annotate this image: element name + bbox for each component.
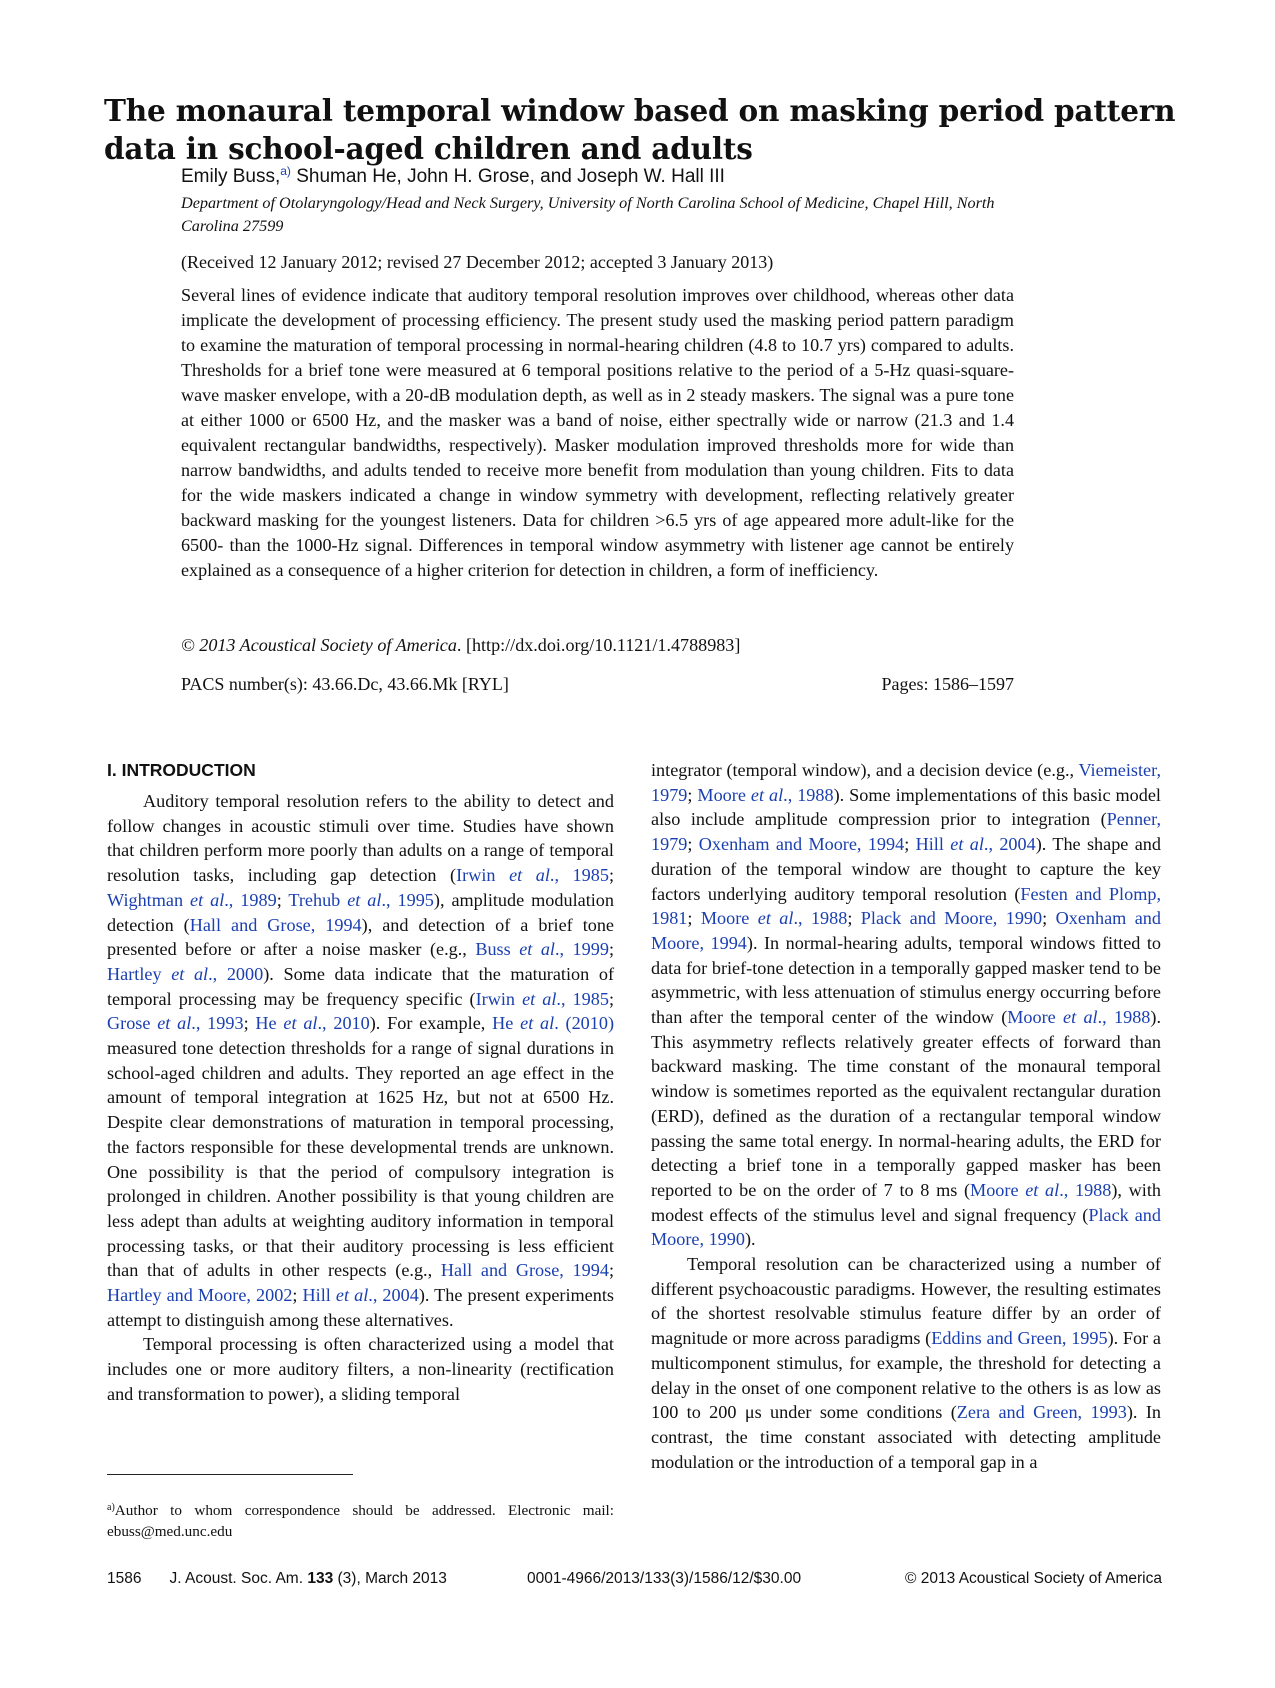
citation-link[interactable]: ., 2004 xyxy=(983,834,1036,855)
paragraph-text: ; xyxy=(687,784,698,805)
citation-link[interactable]: Moore xyxy=(700,908,758,929)
citation-link[interactable]: Irwin xyxy=(456,865,510,886)
citation-link[interactable]: Moore xyxy=(970,1179,1026,1200)
citation-link[interactable]: Moore xyxy=(697,784,751,805)
page-footer xyxy=(107,1568,1162,1590)
body-paragraph xyxy=(107,1332,614,1406)
paragraph-text: measured tone detection thresholds for a range of signal durations in school-aged children and adults. They reported an age effect in the amount of temporal integration at 1625 Hz, but not at 6500 Hz. Despite clear demonstrations of maturation in temporal processing, the factors responsible for these developmental trends are unknown. One possibility is that the period of compulsory integration is prolonged in children. Another possibility is that young children are less adept than adults at weighting auditory information in temporal processing tasks, or that their auditory processing is less efficient than that of adults in other respects (e.g., xyxy=(107,1038,614,1281)
citation-link[interactable]: ., 1988 xyxy=(1097,1007,1151,1028)
citation-link[interactable]: et al xyxy=(522,988,557,1009)
citation-link[interactable]: et al xyxy=(509,865,550,886)
citation-link[interactable]: Plack and Moore, 1990 xyxy=(651,1204,1161,1250)
citation-link[interactable]: ., 1985 xyxy=(556,988,609,1009)
citation-link[interactable]: Hartley and Moore, 2002 xyxy=(107,1285,293,1306)
copyright-holder: © 2013 Acoustical Society of America xyxy=(181,635,457,655)
citation-link[interactable]: ., 2010 xyxy=(317,1013,370,1034)
citation-link[interactable]: ., 1985 xyxy=(549,865,609,886)
footnote-divider xyxy=(107,1474,353,1475)
citation-link[interactable]: Oxenham and Moore, 1994 xyxy=(651,908,1161,953)
paragraph-text: ). The shape and duration of the temporal window are thought to capture the key factors underlying auditory temporal resolution ( xyxy=(651,834,1161,904)
affiliation: Department of Otolaryngology/Head and Neck Surgery, University of North Carolina School of Medicine, Chapel Hill, North Carolina 27599 xyxy=(181,194,995,235)
citation-link[interactable]: et al xyxy=(283,1013,318,1034)
paragraph-text: ), with modest effects of the stimulus level and signal frequency ( xyxy=(651,1179,1162,1225)
body-column-left xyxy=(107,789,614,1407)
citation-link[interactable]: et al xyxy=(190,889,225,910)
citation-link[interactable]: Oxenham and Moore, 1994 xyxy=(698,834,905,855)
citation-link[interactable]: et al xyxy=(757,908,794,929)
citation-link[interactable]: Hartley xyxy=(107,963,172,984)
footer-code: 0001-4966/2013/133(3)/1586/12/$30.00 xyxy=(527,1570,802,1587)
paragraph-text: ; xyxy=(243,1013,256,1034)
citation-link[interactable]: Moore xyxy=(1007,1007,1064,1028)
citation-link[interactable]: Festen and Plomp, 1981 xyxy=(651,883,1161,929)
paragraph-text: ; xyxy=(1042,908,1056,929)
citation-link[interactable]: ., 2004 xyxy=(368,1285,419,1306)
citation-link[interactable]: He xyxy=(492,1013,521,1034)
paragraph-text: Temporal resolution can be characterized using a number of different psychoacoustic paradigms. However, the resulting estimates of the shortest resolvable stimulus feature differ by an order of magnitude or more across paradigms ( xyxy=(651,1254,1161,1349)
body-paragraph xyxy=(107,789,614,1332)
footnote-text: Author to whom correspondence should be addressed. Electronic mail: ebuss@med.unc.edu xyxy=(107,1502,614,1540)
body-paragraph xyxy=(651,758,1161,1252)
citation-link[interactable]: ., 1988 xyxy=(1059,1179,1112,1200)
paragraph-text: ). In normal-hearing adults, temporal windows fitted to data for brief-tone detection in a temporally gapped masker tend to be asymmetric, with less attenuation of stimulus energy occurring before than after the temporal center of the window ( xyxy=(651,932,1161,1028)
citation-link[interactable]: Trehub xyxy=(288,889,348,910)
citation-link[interactable]: ., 1988 xyxy=(783,784,834,805)
journal-volume: 133 xyxy=(307,1570,334,1587)
citation-link[interactable]: Hill xyxy=(915,834,951,855)
paragraph-text: ). In contrast, the time constant associated with detecting amplitude modulation or the introduction of a temporal gap in a xyxy=(651,1402,1161,1472)
footer-journal xyxy=(107,1568,447,1590)
paragraph-text: ), amplitude modulation detection ( xyxy=(107,889,614,935)
citation-link[interactable]: . (2010) xyxy=(554,1013,615,1034)
citation-link[interactable]: Irwin xyxy=(475,988,523,1009)
footnote-mark-link[interactable]: a) xyxy=(280,164,291,178)
author-rest: Shuman He, John H. Grose, and Joseph W. Hall III xyxy=(290,166,725,187)
footer-copyright: © 2013 Acoustical Society of America xyxy=(905,1570,1162,1587)
paragraph-text: ; xyxy=(608,939,614,960)
paragraph-text: ; xyxy=(904,834,916,855)
citation-link[interactable]: Hall and Grose, 1994 xyxy=(189,914,362,935)
section-heading: I. INTRODUCTION xyxy=(107,760,256,780)
paragraph-text: ; xyxy=(608,988,614,1009)
paragraph-text: ; xyxy=(276,889,289,910)
pacs-numbers: PACS number(s): 43.66.Dc, 43.66.Mk [RYL] xyxy=(181,674,509,694)
citation-link[interactable]: Buss xyxy=(475,939,520,960)
doi-link[interactable]: . [http://dx.doi.org/10.1121/1.4788983] xyxy=(456,635,741,655)
paragraph-text: ). Some data indicate that the maturation of temporal processing may be frequency specific ( xyxy=(107,963,614,1009)
citation-link[interactable]: ., 2000 xyxy=(208,963,264,984)
paragraph-text: ). Some implementations of this basic model also include amplitude compression prior to integration ( xyxy=(651,784,1161,830)
paragraph-text: integrator (temporal window), and a decision device (e.g., xyxy=(651,760,1079,780)
received-dates: (Received 12 January 2012; revised 27 December 2012; accepted 3 January 2013) xyxy=(181,252,774,272)
body-paragraph xyxy=(651,1252,1161,1474)
paragraph-text: ; xyxy=(847,908,861,929)
citation-link[interactable]: Wightman xyxy=(107,889,191,910)
paragraph-text: ; xyxy=(292,1285,303,1306)
paragraph-text: ; xyxy=(608,1260,614,1281)
paragraph-text: ). For a multicomponent stimulus, for example, the threshold for detecting a delay in the onset of one component relative to the others is as low as 100 to 200 μs under some conditions ( xyxy=(651,1328,1161,1423)
journal-name: J. Acoust. Soc. Am. xyxy=(169,1570,308,1587)
footnote-mark: a) xyxy=(107,1502,115,1513)
paragraph-text: ; xyxy=(687,908,701,929)
citation-link[interactable]: et al xyxy=(335,1285,369,1306)
paragraph-text: ), and detection of a brief tone presented before or after a noise masker (e.g., xyxy=(107,914,615,960)
paragraph-text: ; xyxy=(687,834,699,855)
footnote xyxy=(107,1500,614,1542)
citation-link[interactable]: Hall and Grose, 1994 xyxy=(440,1260,609,1281)
citation-link[interactable]: et al xyxy=(519,939,555,960)
citation-link[interactable]: et al xyxy=(950,834,984,855)
paragraph-text: Temporal processing is often characterized using a model that includes one or more auditory filters, a non-linearity (rectification and transformation to power), a sliding temporal xyxy=(107,1334,614,1404)
paragraph-text: ). For example, xyxy=(369,1013,493,1034)
paragraph-text: ; xyxy=(608,865,614,886)
abstract-copyright xyxy=(181,633,740,658)
citation-link[interactable]: Eddins and Green, 1995 xyxy=(931,1328,1108,1349)
citation-link[interactable]: et al xyxy=(157,1013,192,1034)
author-list xyxy=(181,165,725,189)
citation-link[interactable]: ., 1995 xyxy=(381,889,434,910)
citation-link[interactable]: Plack and Moore, 1990 xyxy=(860,908,1043,929)
citation-link[interactable]: Zera and Green, 1993 xyxy=(956,1402,1127,1423)
paragraph-text: Auditory temporal resolution refers to the ability to detect and follow changes in acoustic stimuli over time. Studies have shown that children perform more poorly than adults on a range of temporal resolution tasks, including gap detection ( xyxy=(107,791,614,886)
citation-link[interactable]: ., 1999 xyxy=(554,939,609,960)
citation-link[interactable]: Penner, 1979 xyxy=(651,809,1161,855)
body-column-right xyxy=(651,758,1161,1474)
page-range: Pages: 1586–1597 xyxy=(881,674,1014,694)
article-title: The monaural temporal window based on masking period pattern data in school-aged children and adults xyxy=(104,92,1176,166)
citation-link[interactable]: et al xyxy=(1025,1179,1060,1200)
citation-link[interactable]: Viemeister, 1979 xyxy=(651,760,1161,805)
citation-link[interactable]: Hill xyxy=(302,1285,336,1306)
citation-link[interactable]: ., 1988 xyxy=(793,908,848,929)
citation-link[interactable]: et al xyxy=(750,784,784,805)
citation-link[interactable]: ., 1993 xyxy=(191,1013,244,1034)
page-number: 1586 xyxy=(107,1570,142,1587)
paragraph-text: ). xyxy=(744,1229,756,1250)
citation-link[interactable]: et al xyxy=(1063,1007,1098,1028)
abstract: Several lines of evidence indicate that auditory temporal resolution improves over childhood, whereas other data implicate the development of processing efficiency. The present study used the masking period pattern paradigm to examine the maturation of temporal processing in normal-hearing children (4.8 to 10.7 yrs) compared to adults. Thresholds for a brief tone were measured at 6 temporal positions relative to the period of a 5-Hz quasi-square-wave masker envelope, with a 20-dB modulation depth, as well as in 2 steady maskers. The signal was a pure tone at either 1000 or 6500 Hz, and the masker was a band of noise, either spectrally wide or narrow (21.3 and 1.4 equivalent rectangular bandwidths, respectively). Masker modulation improved thresholds more for wide than narrow bandwidths, and adults tended to receive more benefit from modulation than young children. Fits to data for the wide maskers indicated a change in window symmetry with development, reflecting relatively greater backward masking for the youngest listeners. Data for children >6.5 yrs of age appeared more adult-like for the 6500- than the 1000-Hz signal. Differences in temporal window asymmetry with listener age cannot be entirely explained as a consequence of a higher criterion for detection in children, a form of inefficiency. xyxy=(181,285,1014,580)
citation-link[interactable]: et al xyxy=(520,1013,555,1034)
citation-link[interactable]: et al xyxy=(171,963,209,984)
paragraph-text: ). The present experiments attempt to distinguish among these alternatives. xyxy=(107,1285,614,1330)
paragraph-text: ). This asymmetry reflects relatively greater effects of forward than backward masking. The time constant of the monaural temporal window is sometimes reported as the equivalent rectangular duration (ERD), defined as the duration of a rectangular temporal window passing the same total energy. In normal-hearing adults, the ERD for detecting a brief tone in a temporally gapped masker has been reported to be on the order of 7 to 8 ms ( xyxy=(651,1007,1161,1200)
citation-link[interactable]: ., 1989 xyxy=(224,889,277,910)
citation-link[interactable]: et al xyxy=(347,889,382,910)
journal-issue: (3), March 2013 xyxy=(333,1570,447,1587)
author-first: Emily Buss, xyxy=(181,166,281,187)
citation-link[interactable]: Grose xyxy=(107,1013,158,1034)
citation-link[interactable]: He xyxy=(255,1013,284,1034)
